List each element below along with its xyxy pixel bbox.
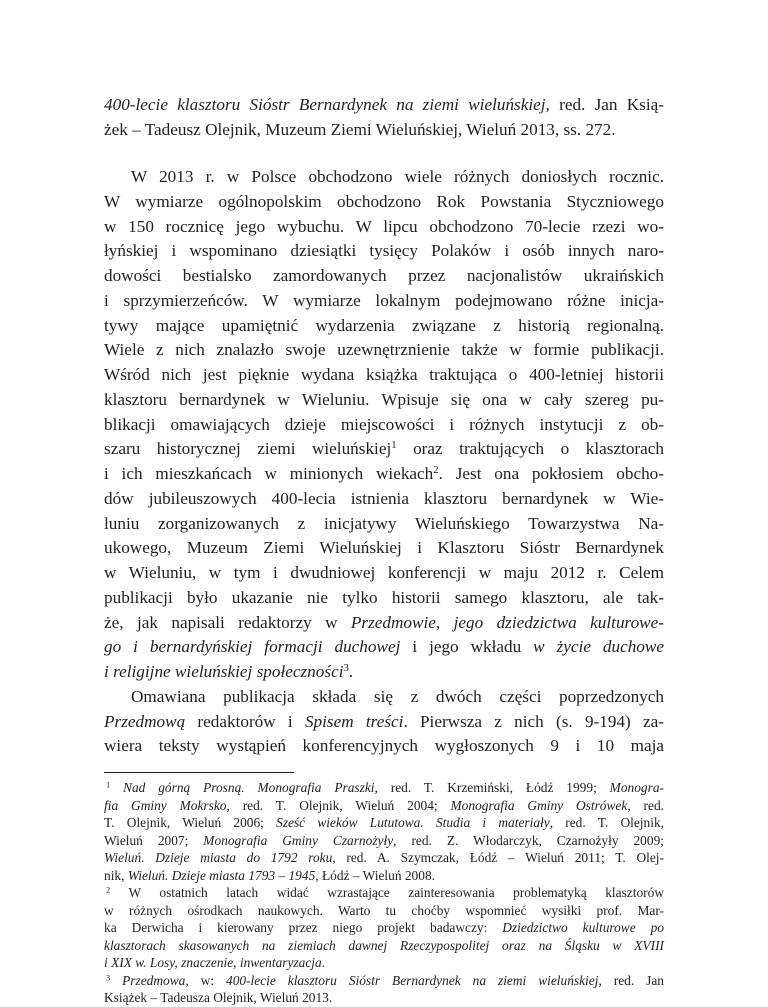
text-run: publikacji było ukazanie nie tylko historii samego klasztoru, ale tak- — [104, 587, 664, 607]
review-body — [104, 165, 664, 759]
text-run: . Jest ona pokłosiem obcho- — [438, 464, 664, 483]
footnote-line — [104, 989, 664, 1007]
text-line — [104, 289, 664, 314]
text-run: redaktorów i — [185, 711, 305, 731]
text-run: W wymiarze ogólnopolskim obchodzono Rok Powstania Styczniowego — [104, 191, 664, 211]
footnote-line — [104, 954, 664, 972]
text-run: ka Derwicha i kierowany przez niego projekt badawczy: — [104, 920, 503, 935]
footnotes — [104, 779, 664, 1007]
text-line — [104, 93, 664, 118]
italic-run: go i bernardyńskiej formacji duchowej — [104, 637, 401, 657]
text-line — [104, 215, 664, 240]
text-run: , red. T. Krzemiński, Łódź 1999; — [374, 780, 610, 795]
italic-run: Sześć wieków Lututowa. Studia i materiały — [276, 815, 550, 830]
italic-run: klasztorach skasowanych na ziemiach dawnej Rzeczypospolitej oraz na Śląsku w XVIII — [104, 937, 664, 953]
text-line — [104, 388, 664, 413]
text-line — [104, 413, 664, 438]
text-run: blikacji omawiających dzieje miejscowości i różnych instytucji z ob- — [104, 414, 664, 434]
text-run: , w: — [185, 972, 226, 988]
text-run: klasztoru bernardynek w Wieluniu. Wpisuje się ona w cały szereg pu- — [104, 389, 664, 409]
text-run: ukowego, Muzeum Ziemi Wieluńskiej i Klasztoru Sióstr Bernardynek — [104, 538, 664, 558]
text-run: W 2013 r. w Polsce obchodzono wiele różnych doniosłych rocznic. — [131, 167, 664, 186]
text-line — [104, 487, 664, 512]
text-run: wiera teksty wystąpień konferencyjnych wygłoszonych 9 i 10 maja — [104, 736, 664, 756]
footnote-line — [104, 902, 664, 920]
italic-run: Spisem treści — [304, 711, 404, 731]
text-line — [104, 685, 664, 710]
text-run: Wieluń 2007; — [104, 832, 204, 848]
italic-run: Przedmowa — [122, 972, 186, 988]
text-line — [104, 611, 664, 636]
footnote-line — [104, 867, 664, 885]
text-run: i ich mieszkańcach w minionych wiekach — [104, 464, 434, 483]
text-line — [104, 314, 664, 339]
text-run: , red. Z. Włodarczyk, Czarnożyły 2009; — [393, 832, 664, 848]
text-run: łyńskiej i wspominano dziesiątki tysięcy Polaków i osób innych naro- — [104, 241, 664, 261]
italic-run: 400-lecie klasztoru Sióstr Bernardynek na ziemi wieluńskiej — [226, 972, 599, 988]
text-line — [104, 363, 664, 388]
footnote-line — [104, 937, 664, 955]
italic-run: i XIX w. Losy, znaczenie, inwentaryzacja — [104, 955, 322, 970]
italic-run: Nad górną Prosną. Monografia Praszki — [123, 780, 375, 795]
text-run: w różnych ośrodkach naukowych. Warto tu choćby wspomnieć wysiłki prof. Mar- — [104, 902, 664, 918]
footnote-line — [104, 972, 664, 990]
text-run: , red. T. Olejnik, Wieluń 2004; — [226, 797, 451, 813]
text-run: , red. T. Olejnik, — [549, 815, 664, 830]
text-line — [104, 536, 664, 561]
footnote-line — [104, 919, 664, 937]
italic-run: fia Gminy Mokrsko — [104, 797, 227, 813]
text-line — [104, 635, 664, 660]
text-run: i sprzymierzeńców. W wymiarze lokalnym podejmowano różne inicja- — [104, 290, 664, 310]
text-line — [104, 118, 664, 143]
text-run: Książek – Tadeusza Olejnik, Wieluń 2013. — [104, 990, 333, 1005]
footnote-ref: 2 — [106, 885, 111, 895]
italic-run: Monogra- — [609, 780, 664, 795]
footnote-ref: 3 — [343, 663, 349, 675]
italic-run: i religijne wieluńskiej społeczności — [104, 662, 344, 681]
text-run: T. Olejnik, Wieluń 2006; — [104, 815, 277, 830]
text-line — [104, 437, 664, 462]
text-line — [104, 710, 664, 735]
italic-run: Monografia Gminy Czarnożyły — [203, 832, 394, 848]
text-line — [104, 660, 664, 685]
italic-run: Wieluń. Dzieje miasta 1793 – 1945 — [127, 867, 316, 883]
text-line — [104, 165, 664, 190]
footnote-ref: 1 — [391, 440, 397, 452]
text-run: , Łódź – Wieluń 2008. — [315, 867, 435, 883]
text-run: w Wieluniu, w tym i dwudniowej konferencji w maju 2012 r. Celem — [104, 563, 664, 582]
bibliographic-header — [104, 93, 664, 142]
text-run — [110, 973, 122, 988]
italic-run: jego dziedzictwa kulturowe- — [453, 612, 664, 632]
text-run: w 150 rocznicę jego wybuchu. W lipcu obchodzono 70-lecie rzezi wo- — [104, 216, 664, 236]
text-run: Wśród nich jest pięknie wydana książka traktująca o 400-letniej historii — [104, 365, 664, 384]
text-run: żek – Tadeusz Olejnik, Muzeum Ziemi Wieluńskiej, Wieluń 2013, ss. 272. — [104, 119, 616, 139]
text-line — [104, 586, 664, 611]
text-run: . — [321, 955, 326, 970]
text-run: Omawiana publikacja składa się z dwóch części poprzedzonych — [131, 686, 664, 706]
text-line — [104, 338, 664, 363]
italic-run: Wieluń. Dzieje miasta do 1792 roku — [104, 850, 333, 865]
footnote-line — [104, 884, 664, 902]
text-line — [104, 239, 664, 264]
footnote-line — [104, 832, 664, 850]
footnote-ref: 3 — [106, 972, 111, 982]
text-run: oraz traktujących o klasztorach — [396, 439, 664, 459]
italic-run: Przedmową — [104, 711, 186, 731]
footnote-ref: 2 — [433, 465, 439, 477]
page — [104, 93, 664, 1007]
footnote-ref: 1 — [106, 780, 111, 790]
text-run: , — [435, 612, 454, 632]
text-run — [110, 780, 123, 795]
text-run: szaru historycznej ziemi wieluńskiej — [104, 439, 392, 459]
text-run: . — [348, 662, 354, 681]
italic-run: Dziedzictwo kulturowe po — [502, 920, 664, 935]
italic-run: 400-lecie klasztoru Sióstr Bernardynek na ziemi wieluńskiej — [104, 95, 546, 114]
text-run: że, jak napisali redaktorzy w — [104, 612, 351, 632]
text-run: tywy mające upamiętnić wydarzenia związane z historią regionalną. — [104, 315, 664, 335]
text-line — [104, 512, 664, 537]
text-run: , red. Jan — [598, 972, 664, 988]
text-line — [104, 561, 664, 586]
text-run: i jego wkładu — [400, 637, 534, 657]
text-run: , red. Jan Ksią- — [545, 95, 664, 114]
footnote-line — [104, 797, 664, 815]
text-run: dowości bestialsko zamordowanych przez nacjonalistów ukraińskich — [104, 266, 664, 285]
text-run: , red. A. Szymczak, Łódź – Wieluń 2011; T. Olej- — [332, 850, 664, 865]
italic-run: Przedmowie — [350, 612, 436, 632]
text-line — [104, 190, 664, 215]
text-line — [104, 734, 664, 759]
footnote-line — [104, 779, 664, 797]
footnote-line — [104, 814, 664, 832]
italic-run: w życie duchowe — [533, 637, 664, 657]
text-line — [104, 462, 664, 487]
text-run: , red. — [627, 797, 664, 813]
text-run: W ostatnich latach widać wzrastające zainteresowania problematyką klasztorów — [110, 885, 664, 900]
footnote-line — [104, 849, 664, 867]
italic-run: Monografia Gminy Ostrówek — [450, 797, 628, 813]
text-run: nik, — [104, 867, 128, 883]
footnote-divider — [104, 772, 294, 773]
text-run: . Pierwsza z nich (s. 9-194) za- — [403, 711, 664, 731]
text-line — [104, 264, 664, 289]
text-run: luniu zorganizowanych z inicjatywy Wieluńskiego Towarzystwa Na- — [104, 513, 664, 533]
text-run: dów jubileuszowych 400-lecia istnienia klasztoru bernardynek w Wie- — [104, 488, 664, 508]
text-run: Wiele z nich znalazło swoje uzewnętrznienie także w formie publikacji. — [104, 340, 664, 360]
